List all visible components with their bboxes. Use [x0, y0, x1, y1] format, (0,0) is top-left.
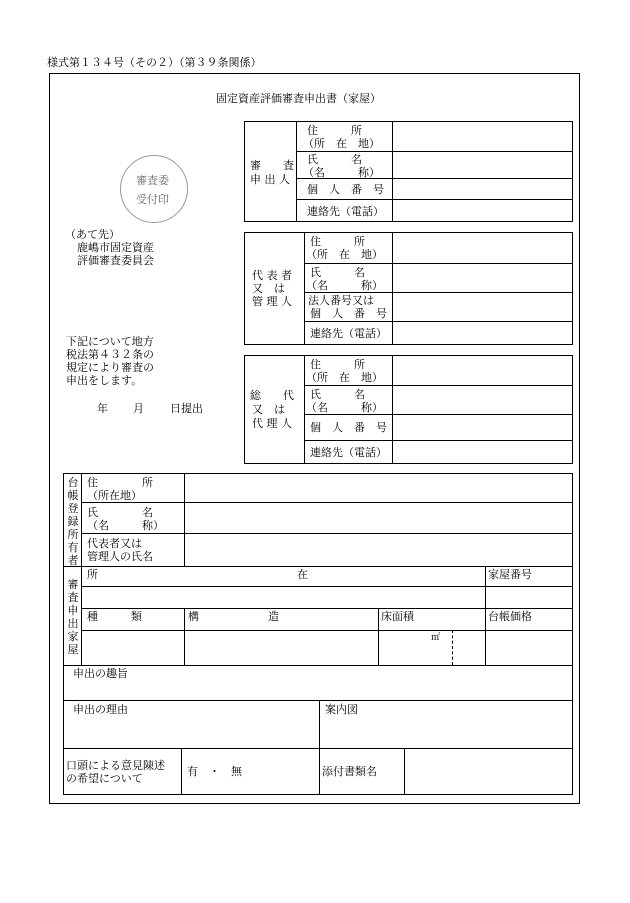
- representative-name-field[interactable]: [394, 264, 572, 291]
- agent-name-label-b: （名 称）: [306, 401, 383, 414]
- applicant-contact-label: 連絡先（電話）: [307, 205, 384, 218]
- house-structure-label-b: 造: [268, 610, 279, 623]
- reason-label: 申出の理由: [73, 703, 128, 716]
- house-kind-field[interactable]: [82, 631, 183, 664]
- agent-name-field[interactable]: [394, 386, 572, 413]
- owner-side-label: 台帳登録所有者: [67, 476, 79, 567]
- house-floor-area-label: 床面積: [381, 610, 414, 623]
- agent-address-label-a: 住 所: [310, 358, 365, 371]
- owner-rep-label-b: 管理人の氏名: [87, 550, 153, 563]
- house-location-label-b: 在: [297, 568, 308, 581]
- agent-id-label: 個 人 番 号: [310, 421, 387, 434]
- applicant-address-label-b: （所 在 地）: [303, 137, 380, 150]
- representative-heading-c: 管 理 人: [252, 295, 292, 308]
- representative-id-field[interactable]: [394, 293, 572, 320]
- date-year: 年: [97, 402, 108, 415]
- attachments-field[interactable]: [406, 749, 572, 794]
- representative-name-label-a: 氏 名: [310, 266, 365, 279]
- map-label: 案内図: [325, 703, 358, 716]
- agent-contact-label: 連絡先（電話）: [310, 446, 387, 459]
- applicant-id-label: 個 人 番 号: [307, 183, 384, 196]
- agent-name-label-a: 氏 名: [310, 388, 365, 401]
- house-location-field[interactable]: [82, 587, 484, 607]
- applicant-name-label-b: （名 称）: [303, 166, 380, 179]
- purpose-label: 申出の趣旨: [73, 667, 128, 680]
- agent-address-label-b: （所 在 地）: [306, 371, 383, 384]
- representative-id-label-b: 個 人 番 号: [310, 307, 387, 320]
- agent-id-field[interactable]: [394, 415, 572, 439]
- oral-label-line1: 口頭による意見陳述: [66, 759, 165, 772]
- applicant-id-field[interactable]: [394, 179, 572, 198]
- applicant-name-field[interactable]: [394, 152, 572, 177]
- addressee-line1: 鹿嶋市固定資産: [77, 241, 154, 254]
- owner-rep-field[interactable]: [186, 534, 572, 565]
- house-location-label-a: 所: [87, 568, 98, 581]
- representative-address-label-b: （所 在 地）: [306, 248, 383, 261]
- purpose-field[interactable]: [64, 682, 572, 699]
- reception-stamp: [120, 155, 188, 223]
- addressee-line2: 評価審査委員会: [77, 254, 154, 267]
- house-ledger-price-field[interactable]: [486, 631, 572, 664]
- representative-name-label-b: （名 称）: [306, 279, 383, 292]
- house-kind-label: 種 類: [87, 610, 142, 623]
- applicant-heading-b: 申 出 人: [250, 173, 290, 186]
- owner-address-field[interactable]: [186, 474, 572, 501]
- owner-name-label-a: 氏 名: [87, 506, 153, 519]
- oral-choice[interactable]: 有 ・ 無: [187, 765, 242, 778]
- owner-address-label-b: （所在地）: [87, 489, 142, 502]
- statement-line1: 下記について地方: [66, 335, 154, 348]
- house-structure-field[interactable]: [186, 631, 377, 664]
- statement-line4: 申出をします。: [66, 374, 143, 387]
- representative-contact-field[interactable]: [394, 322, 572, 344]
- owner-name-field[interactable]: [186, 503, 572, 532]
- house-number-label: 家屋番号: [488, 568, 532, 581]
- agent-contact-field[interactable]: [394, 441, 572, 463]
- applicant-heading-a: 審 査: [250, 159, 294, 172]
- stamp-line1: 審査委: [136, 174, 169, 187]
- representative-address-field[interactable]: [394, 233, 572, 262]
- form-title: 固定資産評価審査申出書（家屋）: [216, 92, 381, 105]
- agent-address-field[interactable]: [394, 356, 572, 384]
- house-floor-area-field[interactable]: [380, 631, 484, 664]
- statement-line3: 規定により審査の: [66, 361, 154, 374]
- representative-heading-b: 又 は: [252, 282, 285, 295]
- applicant-contact-field[interactable]: [394, 200, 572, 221]
- attachments-label: 添付書類名: [322, 765, 377, 778]
- owner-address-label-a: 住 所: [87, 476, 153, 489]
- agent-heading-b: 又 は: [252, 403, 285, 416]
- owner-name-label-b: （名 称）: [87, 519, 164, 532]
- stamp-line2: 受付印: [136, 193, 169, 206]
- oral-label-line2: の希望について: [66, 772, 143, 785]
- house-number-field[interactable]: [486, 587, 572, 607]
- house-structure-label-a: 構: [188, 610, 199, 623]
- representative-contact-label: 連絡先（電話）: [310, 327, 387, 340]
- agent-heading-c: 代 理 人: [252, 417, 292, 430]
- addressee-prefix: （あて先）: [65, 228, 120, 241]
- house-ledger-price-label: 台帳価格: [488, 610, 532, 623]
- agent-heading-a: 総 代: [250, 389, 294, 402]
- applicant-name-label-a: 氏 名: [307, 153, 362, 166]
- reason-field[interactable]: [64, 718, 318, 747]
- representative-heading-a: 代 表 者: [252, 269, 292, 282]
- date-month: 月: [133, 402, 144, 415]
- representative-id-label-a: 法人番号又は: [308, 294, 374, 307]
- date-day: 日提出: [170, 402, 203, 415]
- applicant-address-label-a: 住 所: [307, 124, 362, 137]
- floor-area-unit: ㎡: [431, 633, 441, 643]
- owner-rep-label-a: 代表者又は: [87, 537, 142, 550]
- house-side-label: 審査申出家屋: [67, 578, 79, 656]
- form-number: 様式第１３４号（その２）（第３９条関係）: [47, 56, 262, 69]
- map-field[interactable]: [320, 718, 572, 747]
- representative-address-label-a: 住 所: [310, 235, 365, 248]
- statement-line2: 税法第４３２条の: [66, 348, 154, 361]
- applicant-address-field[interactable]: [394, 122, 572, 150]
